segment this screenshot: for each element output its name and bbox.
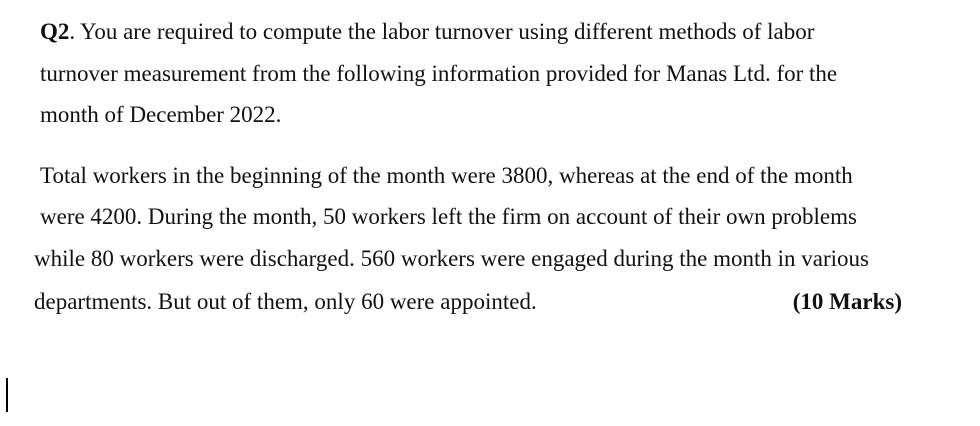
data-line-1: Total workers in the beginning of the month were 3800, whereas at the end of the month (40, 163, 853, 188)
data-line-4: departments. But out of them, only 60 were appointed. (34, 289, 537, 314)
question-text: . You are required to compute the labor turnover using different methods of labor (69, 19, 815, 44)
question-line-1 (40, 20, 814, 43)
marks-label: (10 Marks) (792, 289, 902, 314)
question-number: Q2 (40, 19, 70, 44)
question-line-3: month of December 2022. (40, 102, 282, 127)
data-line-2: were 4200. During the month, 50 workers left the firm on account of their own problems (40, 204, 857, 229)
text-cursor (6, 378, 8, 412)
data-line-3: while 80 workers were discharged. 560 workers were engaged during the month in various (34, 246, 870, 271)
question-line-2: turnover measurement from the following information provided for Manas Ltd. for the (40, 61, 838, 86)
